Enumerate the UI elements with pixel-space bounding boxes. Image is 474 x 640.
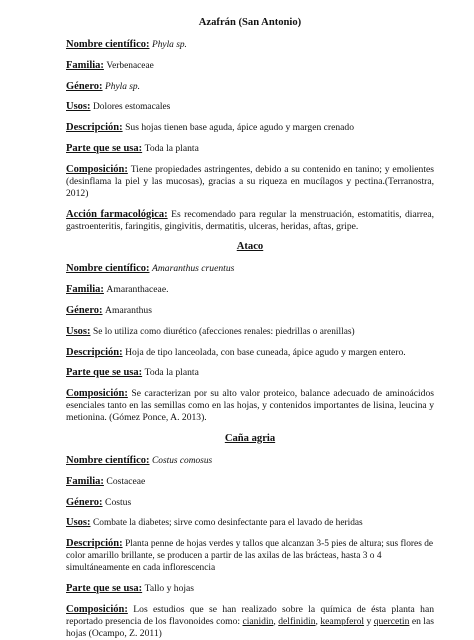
field-value: Toda la planta <box>144 367 199 379</box>
field-composition <box>66 388 434 424</box>
field-label: Descripción: <box>66 122 123 134</box>
field-uses <box>66 517 434 529</box>
field-uses <box>66 101 434 113</box>
plant-title: Ataco <box>236 241 264 253</box>
field-value: Tiene propiedades astringentes, debido a su contenido en tanino; y emolientes (desinflama la piel y las mucosas), gracias a su riqueza en mucílagos y pectina.(Terranostra, 2012) <box>66 163 434 199</box>
plant-section-azafran <box>66 17 434 233</box>
field-value: Se lo utiliza como diurético (afecciones renales: piedrillas o arenillas) <box>93 326 355 337</box>
field-label: Descripción: <box>66 538 123 550</box>
field-description <box>66 347 434 359</box>
field-family <box>66 284 434 296</box>
field-label: Nombre científico: <box>66 39 150 50</box>
field-label: Parte que se usa: <box>66 142 143 154</box>
field-value: Es recomendado para regular la menstruación, estomatitis, diarrea, gastroenteritis, faringitis, gingivitis, dermatitis, ulceras, heridas, aftas, gripe. <box>66 208 435 232</box>
compound-link[interactable]: quercetin <box>373 615 410 627</box>
field-label: Composición: <box>66 388 128 400</box>
field-description <box>66 122 434 134</box>
field-genus <box>66 81 434 93</box>
field-scientific-name <box>66 39 434 51</box>
field-label: Usos: <box>66 325 91 337</box>
field-label: Composición: <box>66 603 128 615</box>
field-scientific-name <box>66 263 434 275</box>
field-description <box>66 538 434 574</box>
plant-section-ataco <box>66 241 434 424</box>
field-value: Amaranthus cruentus <box>152 263 235 275</box>
field-value: Planta penne de hojas verdes y tallos que alcanzan 3-5 pies de altura; sus flores de color amarillo brillante, se producen a partir de las axilas de las brácteas, hasta 3 o 4 simultáneamente en cada inflorescencia <box>66 539 434 574</box>
field-value: Sus hojas tienen base aguda, ápice agudo y margen crenado <box>125 122 355 134</box>
composition-text: en las hojas (Ocampo, Z. 2011) <box>66 615 434 639</box>
field-part-used <box>66 583 434 595</box>
field-label: Composición: <box>66 163 128 175</box>
field-label: Familia: <box>66 284 104 296</box>
field-family <box>66 60 434 72</box>
field-family <box>66 476 434 488</box>
compound-link[interactable]: keampferol <box>320 615 365 627</box>
field-value: Amaranthaceae. <box>106 284 169 296</box>
field-genus <box>66 305 434 317</box>
field-label: Parte que se usa: <box>66 367 143 379</box>
field-value: Costus <box>105 496 132 508</box>
field-label: Descripción: <box>66 346 123 358</box>
field-label: Usos: <box>66 517 91 529</box>
field-genus <box>66 497 434 509</box>
field-value: Costus comosus <box>152 455 213 466</box>
field-scientific-name <box>66 455 434 467</box>
field-label: Acción farmacológica: <box>66 208 168 220</box>
field-value: Se caracterizan por su alto valor proteico, balance adecuado de aminoácidos esenciales tanto en las semillas como en las hojas, y contenidos importantes de lisina, leucina y metionina. (Gómez Ponce, A. 2013). <box>66 388 434 424</box>
field-part-used <box>66 143 434 155</box>
plant-title: Caña agria <box>224 432 276 444</box>
field-value: Verbenaceae <box>106 60 154 71</box>
field-label: Género: <box>66 496 103 508</box>
field-composition <box>66 164 434 200</box>
field-uses <box>66 326 434 338</box>
field-label: Nombre científico: <box>66 263 150 275</box>
field-pharmacological-action <box>66 209 434 233</box>
field-label: Género: <box>66 80 103 92</box>
field-value: Tallo y hojas <box>144 582 195 594</box>
field-value: Phyla sp. <box>152 40 187 50</box>
composition-text: Los estudios que se han realizado sobre la química de ésta planta han reportado presencia de los flavonoides como: <box>66 603 434 627</box>
separator: , <box>315 615 318 627</box>
field-value: Combate la diabetes; sirve como desinfectante para el lavado de heridas <box>93 518 363 529</box>
field-label: Usos: <box>66 101 91 113</box>
field-value: Amaranthus <box>105 304 152 316</box>
field-label: Familia: <box>66 475 104 487</box>
plant-title: Azafrán (San Antonio) <box>198 17 302 28</box>
field-label: Nombre científico: <box>66 454 150 466</box>
separator: y <box>366 615 372 627</box>
separator: , <box>273 615 276 627</box>
field-label: Género: <box>66 304 103 316</box>
field-value: Toda la planta <box>144 142 199 154</box>
field-value: Costaceae <box>106 475 146 487</box>
compound-link[interactable]: delfinidin <box>278 615 316 627</box>
field-composition <box>66 604 434 640</box>
field-value: Phyla sp. <box>105 81 140 92</box>
field-part-used <box>66 367 434 379</box>
compound-link[interactable]: cianidin <box>242 615 274 627</box>
field-value: Hoja de tipo lanceolada, con base cuneada, ápice agudo y margen entero. <box>125 346 406 358</box>
field-label: Familia: <box>66 59 104 71</box>
field-value: Dolores estomacales <box>93 102 171 113</box>
plant-section-cana-agria <box>66 433 434 640</box>
field-label: Parte que se usa: <box>66 582 143 594</box>
